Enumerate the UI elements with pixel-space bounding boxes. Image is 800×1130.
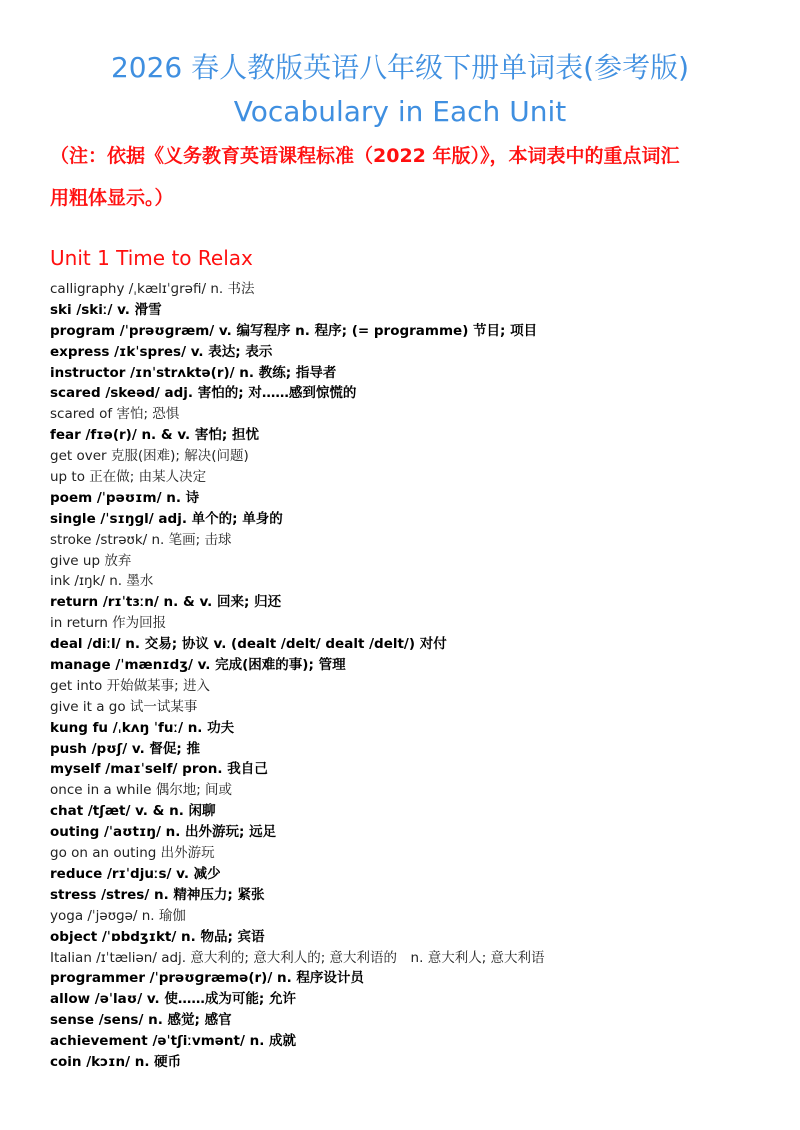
document-subtitle: Vocabulary in Each Unit bbox=[233, 95, 567, 128]
key-vocabulary-entry: single /ˈsɪŋɡl/ adj. 单个的; 单身的 bbox=[50, 510, 283, 527]
vocabulary-entry: get over 克服(困难); 解决(问题) bbox=[50, 448, 249, 465]
vocabulary-entry: up to 正在做; 由某人决定 bbox=[50, 469, 207, 486]
key-vocabulary-entry: ski /skiː/ v. 滑雪 bbox=[50, 301, 162, 318]
key-vocabulary-entry: sense /sens/ n. 感觉; 感官 bbox=[50, 1012, 232, 1029]
key-vocabulary-entry: reduce /rɪˈdjuːs/ v. 减少 bbox=[50, 865, 221, 882]
vocabulary-entry: Italian /ɪˈtæliən/ adj. 意大利的; 意大利人的; 意大利语的 n. 意大利人; 意大利语 bbox=[50, 949, 545, 966]
vocabulary-entry: give it a go 试一试某事 bbox=[50, 698, 198, 715]
key-vocabulary-entry: object /ˈɒbdʒɪkt/ n. 物品; 宾语 bbox=[50, 928, 265, 945]
document-title: 2026 春人教版英语八年级下册单词表(参考版) bbox=[110, 51, 689, 84]
key-vocabulary-entry: push /pʊʃ/ v. 督促; 推 bbox=[50, 740, 201, 757]
key-vocabulary-entry: chat /tʃæt/ v. & n. 闲聊 bbox=[50, 803, 216, 820]
key-vocabulary-entry: manage /ˈmænɪdʒ/ v. 完成(困难的事); 管理 bbox=[50, 657, 346, 674]
key-vocabulary-entry: instructor /ɪnˈstrʌktə(r)/ n. 教练; 指导者 bbox=[50, 364, 337, 381]
key-vocabulary-entry: scared /skeəd/ adj. 害怕的; 对……感到惊慌的 bbox=[50, 385, 357, 402]
vocabulary-list bbox=[50, 279, 770, 1073]
vocabulary-entry: yoga /ˈjəʊɡə/ n. 瑜伽 bbox=[50, 907, 186, 924]
vocabulary-entry: calligraphy /ˌkælɪˈɡrəfi/ n. 书法 bbox=[50, 281, 255, 297]
vocabulary-entry: get into 开始做某事; 进入 bbox=[50, 677, 210, 694]
key-vocabulary-entry: deal /diːl/ n. 交易; 协议 v. (dealt /delt/ dealt /delt/) 对付 bbox=[50, 636, 447, 653]
key-vocabulary-entry: stress /stres/ n. 精神压力; 紧张 bbox=[50, 886, 265, 903]
key-vocabulary-entry: achievement /əˈtʃiːvmənt/ n. 成就 bbox=[50, 1033, 297, 1050]
vocabulary-entry: stroke /strəʊk/ n. 笔画; 击球 bbox=[50, 531, 232, 548]
key-vocabulary-entry: return /rɪˈtɜːn/ n. & v. 回来; 归还 bbox=[50, 594, 282, 611]
vocabulary-entry: once in a while 偶尔地; 间或 bbox=[50, 782, 233, 799]
key-vocabulary-entry: poem /ˈpəʊɪm/ n. 诗 bbox=[50, 489, 200, 506]
note-line-2: 用粗体显示。） bbox=[50, 187, 174, 209]
vocabulary-entry: in return 作为回报 bbox=[50, 615, 167, 632]
note-line-1: （注：依据《义务教育英语课程标准（2022 年版）》，本词表中的重点词汇 bbox=[50, 145, 680, 167]
key-vocabulary-entry: outing /ˈaʊtɪŋ/ n. 出外游玩; 远足 bbox=[50, 824, 277, 841]
vocabulary-entry: give up 放弃 bbox=[50, 552, 132, 569]
key-vocabulary-entry: allow /əˈlaʊ/ v. 使……成为可能; 允许 bbox=[50, 991, 296, 1008]
key-vocabulary-entry: coin /kɔɪn/ n. 硬币 bbox=[50, 1053, 182, 1070]
key-vocabulary-entry: myself /maɪˈself/ pron. 我自己 bbox=[50, 761, 268, 778]
vocabulary-entry: go on an outing 出外游玩 bbox=[50, 845, 215, 862]
key-vocabulary-entry: kung fu /ˌkʌŋ ˈfuː/ n. 功夫 bbox=[50, 719, 235, 736]
key-vocabulary-entry: program /ˈprəʊɡræm/ v. 编写程序 n. 程序; (= programme) 节目; 项目 bbox=[50, 322, 538, 339]
key-vocabulary-entry: fear /fɪə(r)/ n. & v. 害怕; 担忧 bbox=[50, 427, 259, 444]
vocabulary-entry: ink /ɪŋk/ n. 墨水 bbox=[50, 573, 154, 590]
unit-heading: Unit 1 Time to Relax bbox=[50, 246, 253, 270]
vocabulary-entry: scared of 害怕; 恐惧 bbox=[50, 406, 180, 423]
key-vocabulary-entry: programmer /ˈprəʊɡræmə(r)/ n. 程序设计员 bbox=[50, 970, 364, 987]
key-vocabulary-entry: express /ɪkˈspres/ v. 表达; 表示 bbox=[50, 343, 273, 360]
